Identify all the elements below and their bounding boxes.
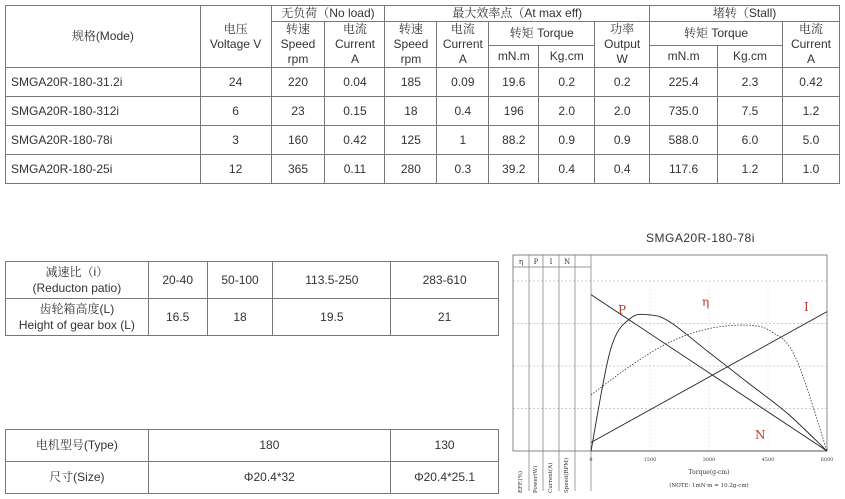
chart-axes-text — [517, 258, 833, 493]
cell-nl-current: 0.15 — [325, 97, 385, 126]
spec-table-body — [6, 68, 840, 184]
cell-me-torque-kgcm: 0.9 — [539, 126, 595, 155]
type-cell: 180 — [148, 430, 390, 462]
cell-nl-current: 0.11 — [325, 155, 385, 184]
curve-p — [591, 314, 827, 451]
header-nl-speed: 转速 Speed rpm — [271, 22, 325, 68]
cell-model: SMGA20R-180-78i — [6, 126, 201, 155]
x-tick-label: 6000 — [820, 457, 834, 463]
cell-me-current: 0.3 — [437, 155, 489, 184]
header-me-kgcm: Kg.cm — [539, 46, 595, 68]
cell-st-current: 0.42 — [782, 68, 839, 97]
cell-me-speed: 125 — [385, 126, 437, 155]
y-axis-label: EFF.(%) — [518, 470, 524, 493]
spec-table — [5, 5, 840, 184]
x-tick-label: 0 — [589, 457, 593, 463]
scale-column-header: N — [563, 258, 571, 266]
cell-model: SMGA20R-180-25i — [6, 155, 201, 184]
curve-n — [591, 295, 827, 451]
header-me-current: 电流 Current A — [437, 22, 489, 68]
cell-me-speed: 18 — [385, 97, 437, 126]
height-cell: 16.5 — [148, 299, 207, 336]
cell-me-torque-kgcm: 0.4 — [539, 155, 595, 184]
y-axis-label: Power(W) — [533, 465, 539, 493]
size-cell: Φ20.4*32 — [148, 462, 390, 494]
table-row — [6, 68, 840, 97]
header-stall: 堵转（Stall) — [650, 6, 840, 22]
cell-nl-speed: 160 — [271, 126, 325, 155]
scale-column-header: P — [533, 258, 539, 266]
header-st-current: 电流 Current A — [782, 22, 839, 68]
unit-note: (NOTE: 1mN·m = 10.2g-cm) — [669, 483, 749, 489]
cell-st-torque-kgcm: 6.0 — [718, 126, 783, 155]
header-st-kgcm: Kg.cm — [718, 46, 783, 68]
header-model: 规格(Mode) — [6, 6, 201, 68]
cell-me-torque-kgcm: 2.0 — [539, 97, 595, 126]
x-tick-label: 1500 — [643, 457, 657, 463]
cell-me-torque-mnm: 196 — [489, 97, 539, 126]
type-cell: 130 — [391, 430, 499, 462]
table-row — [6, 126, 840, 155]
header-me-power: 功率 Output W — [595, 22, 650, 68]
cell-me-power: 0.2 — [595, 68, 650, 97]
chart-frame — [513, 255, 827, 491]
curve-label-p: P — [618, 303, 627, 317]
cell-me-current: 0.09 — [437, 68, 489, 97]
cell-st-current: 1.2 — [782, 97, 839, 126]
ratio-cell: 113.5-250 — [273, 262, 391, 299]
x-tick-label: 4500 — [761, 457, 775, 463]
height-cell: 18 — [207, 299, 273, 336]
cell-model: SMGA20R-180-31.2i — [6, 68, 201, 97]
y-axis-label: Speed(RPM) — [564, 457, 570, 493]
curve-label-eta: η — [702, 295, 710, 309]
cell-voltage: 12 — [200, 155, 271, 184]
cell-st-torque-mnm: 117.6 — [650, 155, 718, 184]
cell-me-current: 0.4 — [437, 97, 489, 126]
cell-st-torque-mnm: 735.0 — [650, 97, 718, 126]
chart-curves — [591, 295, 827, 451]
header-nl-current: 电流 Current A — [325, 22, 385, 68]
type-table — [5, 429, 499, 494]
curve-label-i: I — [804, 300, 809, 314]
cell-me-speed: 280 — [385, 155, 437, 184]
cell-voltage: 24 — [200, 68, 271, 97]
header-me-mnm: mN.m — [489, 46, 539, 68]
chart-grid — [513, 281, 827, 451]
x-axis-label: Torque(g-cm) — [688, 469, 730, 476]
cell-me-speed: 185 — [385, 68, 437, 97]
table-row — [6, 97, 840, 126]
size-label: 尺寸(Size) — [6, 462, 149, 494]
chart-border — [513, 255, 827, 451]
cell-nl-current: 0.42 — [325, 126, 385, 155]
header-st-mnm: mN.m — [650, 46, 718, 68]
cell-me-torque-mnm: 39.2 — [489, 155, 539, 184]
cell-me-torque-mnm: 88.2 — [489, 126, 539, 155]
x-tick-label: 3000 — [702, 457, 716, 463]
curve-title: SMGA20R-180-78i — [646, 231, 755, 245]
performance-curve-chart — [505, 253, 840, 497]
curve-i — [591, 312, 827, 443]
cell-st-torque-kgcm: 1.2 — [718, 155, 783, 184]
cell-st-current: 5.0 — [782, 126, 839, 155]
cell-me-torque-mnm: 19.6 — [489, 68, 539, 97]
cell-st-torque-mnm: 225.4 — [650, 68, 718, 97]
cell-st-torque-kgcm: 2.3 — [718, 68, 783, 97]
header-no-load: 无负荷（No load) — [271, 6, 385, 22]
cell-nl-speed: 220 — [271, 68, 325, 97]
header-me-torque: 转矩 Torque — [489, 22, 595, 46]
type-label: 电机型号(Type) — [6, 430, 149, 462]
curve-eta — [591, 325, 827, 451]
ratio-label: 减速比（i） (Reducton patio) — [6, 262, 149, 299]
height-cell: 19.5 — [273, 299, 391, 336]
cell-st-torque-kgcm: 7.5 — [718, 97, 783, 126]
ratio-cell: 20-40 — [148, 262, 207, 299]
cell-me-torque-kgcm: 0.2 — [539, 68, 595, 97]
scale-column-header: I — [549, 258, 553, 266]
height-label: 齿轮箱高度(L) Height of gear box (L) — [6, 299, 149, 336]
header-st-torque: 转矩 Torque — [650, 22, 783, 46]
cell-st-current: 1.0 — [782, 155, 839, 184]
y-axis-label: Current(A) — [548, 462, 554, 493]
curve-label-n: N — [755, 428, 766, 442]
ratio-table — [5, 261, 499, 336]
ratio-cell: 283-610 — [391, 262, 499, 299]
ratio-cell: 50-100 — [207, 262, 273, 299]
scale-column-header: η — [518, 258, 524, 266]
cell-me-current: 1 — [437, 126, 489, 155]
cell-nl-speed: 23 — [271, 97, 325, 126]
header-max-eff: 最大效率点（At max eff) — [385, 6, 650, 22]
cell-me-power: 0.4 — [595, 155, 650, 184]
cell-voltage: 3 — [200, 126, 271, 155]
cell-me-power: 0.9 — [595, 126, 650, 155]
cell-nl-speed: 365 — [271, 155, 325, 184]
header-voltage: 电压 Voltage V — [200, 6, 271, 68]
height-cell: 21 — [391, 299, 499, 336]
cell-voltage: 6 — [200, 97, 271, 126]
cell-model: SMGA20R-180-312i — [6, 97, 201, 126]
table-row — [6, 155, 840, 184]
cell-st-torque-mnm: 588.0 — [650, 126, 718, 155]
header-me-speed: 转速 Speed rpm — [385, 22, 437, 68]
size-cell: Φ20.4*25.1 — [391, 462, 499, 494]
cell-me-power: 2.0 — [595, 97, 650, 126]
cell-nl-current: 0.04 — [325, 68, 385, 97]
